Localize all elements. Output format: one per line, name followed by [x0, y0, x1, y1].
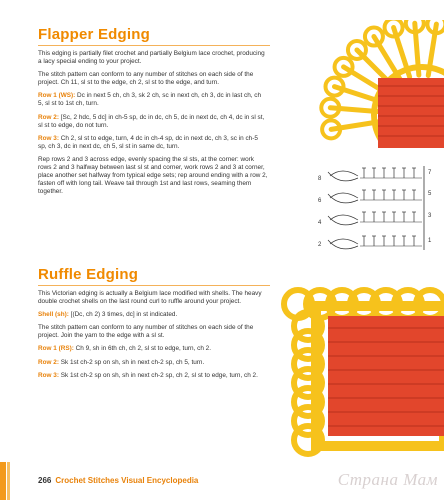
diagram-row-number: 4 — [318, 220, 322, 226]
ruffle-section — [38, 266, 268, 385]
diagram-row-number: 7 — [428, 170, 432, 176]
flapper-repeat: Rep rows 2 and 3 across edge, evenly spacing the sl sts, at the corner: work rows 2 and 3 halfway between last sl st and corner, work rows 2 and 3 at corner, place another set halfway from typical edge sets; rep around ending with a row 2, fasten off with long tail. Weave tail through 1st and last rows, seaming them together. — [38, 155, 268, 196]
ruffle-row2-label: Row 2: — [38, 358, 59, 366]
flapper-red-square — [378, 78, 444, 148]
flapper-edging-photo — [282, 20, 444, 148]
ruffle-shell — [38, 311, 268, 319]
diagram-right-numbers — [428, 170, 432, 244]
ruffle-row1 — [38, 345, 268, 353]
flapper-intro: This edging is partially filet crochet and partially Belgium lace crochet, producing a lacy special ending to your project. — [38, 50, 265, 66]
ruffle-red-square — [328, 316, 444, 436]
watermark: Страна Мам — [337, 470, 438, 489]
flapper-row1-text: Dc in next 5 ch, ch 3, sk 2 ch, sc in next ch, ch 3, dc in last ch, ch 5, sl st to 1st ch, turn. — [38, 92, 262, 108]
book-title: Crochet Stitches Visual Encyclopedia — [55, 476, 199, 485]
ruffle-row3-label: Row 3: — [38, 371, 59, 379]
flapper-row3-text: Ch 2, sl st to edge, turn, 4 dc in ch-4 sp, dc in next dc, ch 3, sc in ch-5 sp, ch 3, dc in next dc, ch 5, sl st in same dc, turn. — [38, 134, 258, 150]
flapper-stitch-note: The stitch pattern can conform to any number of stitches on each side of the project. Ch 11, sl st to the edge, ch 2, sl st to the edge, and turn. — [38, 71, 254, 87]
ruffle-row2 — [38, 359, 268, 367]
ruffle-title: Ruffle Edging — [38, 266, 139, 283]
ruffle-row1-text: Ch 9, sh in 6th ch, ch 2, sl st to edge, turn, ch 2. — [73, 345, 211, 353]
flapper-title: Flapper Edging — [38, 26, 150, 43]
flapper-row3 — [38, 135, 268, 151]
page-footer — [38, 476, 198, 485]
flapper-row3-label: Row 3: — [38, 134, 59, 142]
flapper-section — [38, 26, 268, 201]
flapper-stitch-diagram — [300, 160, 440, 258]
flapper-row2-label: Row 2: — [38, 113, 59, 121]
page-edge-bar-light — [7, 462, 10, 500]
flapper-row1 — [38, 92, 268, 108]
ruffle-shell-label: Shell (sh): — [38, 311, 69, 319]
diagram-chain-arc — [330, 193, 358, 198]
ruffle-rule — [38, 285, 270, 286]
page-number: 266 — [38, 476, 52, 485]
flapper-row1-label: Row 1 (WS): — [38, 92, 76, 100]
diagram-chain-arc — [330, 239, 358, 244]
flapper-rule — [38, 45, 270, 46]
ruffle-stitch-note: The stitch pattern can conform to any number of stitches on each side of the project. Join the yarn to the edge with a sl st. — [38, 324, 254, 340]
ruffle-row1-label: Row 1 (RS): — [38, 345, 74, 353]
ruffle-row2-text: Sk 1st ch-2 sp on sh, sh in next ch-2 sp, ch 5, turn. — [58, 358, 205, 366]
flapper-row2-text: [Sc, 2 hdc, 5 dc] in ch-5 sp, dc in dc, ch 5, dc in next dc, ch 4, dc in sl st, sl st to edge, do not turn. — [38, 113, 265, 129]
diagram-left-numbers — [318, 176, 322, 248]
diagram-row-number: 5 — [428, 191, 432, 197]
diagram-rows — [328, 166, 424, 250]
diagram-chain-arc — [330, 215, 358, 220]
ruffle-edging-photo — [272, 276, 444, 460]
ruffle-row3 — [38, 372, 268, 380]
flapper-row2 — [38, 114, 268, 130]
ruffle-intro: This Victorian edging is actually a Belgium lace modified with shells. The heavy double crochet shells on the last round curl to ruffle around your project. — [38, 290, 262, 306]
diagram-row-number: 3 — [428, 213, 432, 219]
diagram-row-number: 2 — [318, 242, 322, 248]
ruffle-row3-text: Sk 1st ch-2 sp on sh, sh in next ch-2 sp, ch 2, sl st to edge, turn, ch 2. — [58, 371, 258, 379]
page-edge-bar — [0, 462, 6, 500]
diagram-row-number: 6 — [318, 198, 322, 204]
diagram-chain-arc — [330, 171, 358, 176]
diagram-row-number: 8 — [318, 176, 322, 182]
ruffle-shell-text: [(Dc, ch 2) 3 times, dc] in st indicated. — [68, 311, 178, 319]
diagram-row-number: 1 — [428, 238, 432, 244]
